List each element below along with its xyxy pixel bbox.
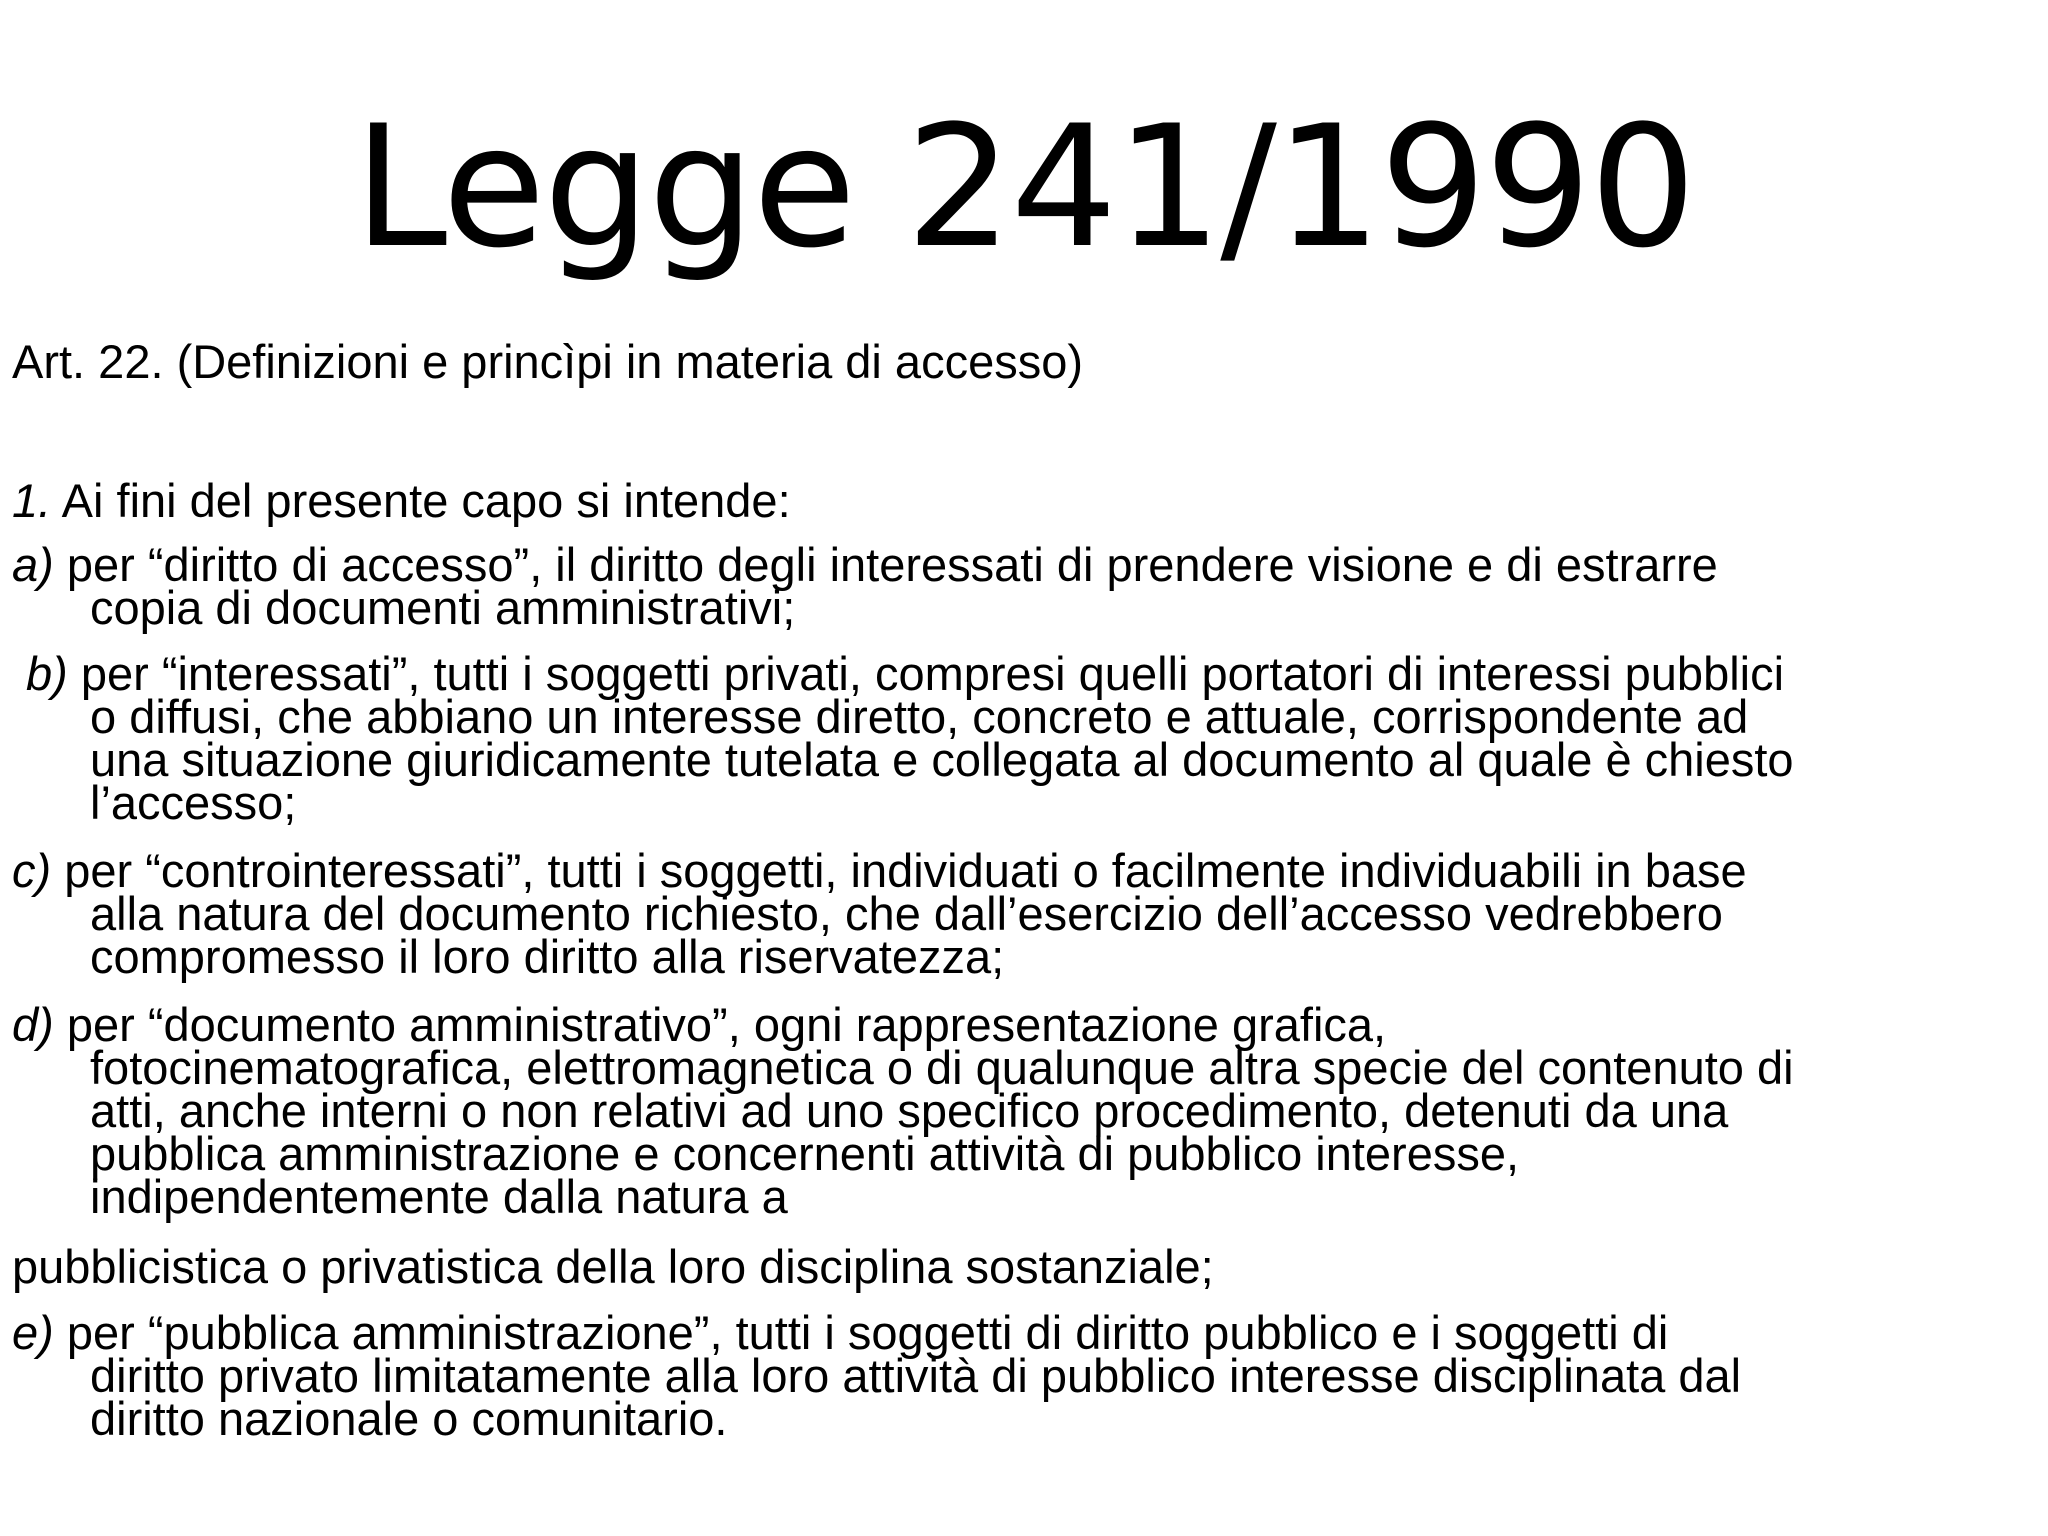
intro-text: Ai fini del presente capo si intende: bbox=[51, 474, 791, 527]
item-d-first-line bbox=[12, 998, 1794, 1051]
item-b-line-3: una situazione giuridicamente tutelata e collegata al documento al quale è chiesto bbox=[90, 733, 1794, 786]
item-c-line-2: alla natura del documento richiesto, che dall’esercizio dell’accesso vedrebbero bbox=[90, 887, 1723, 940]
item-d-line-2: fotocinematografica, elettromagnetica o di qualunque altra specie del contenuto di bbox=[90, 1041, 1794, 1094]
item-d-line-1: per “documento amministrativo”, ogni rappresentazione grafica, bbox=[53, 998, 1387, 1051]
slide-title: Legge 241/1990 bbox=[353, 89, 1695, 285]
item-c-line-1: per “controinteressati”, tutti i soggetti, individuati o facilmente individuabili in base bbox=[51, 844, 1747, 897]
item-b-first-line bbox=[26, 647, 1794, 700]
item-d-continuation: pubblicistica o privatistica della loro disciplina sostanziale; bbox=[12, 1240, 1214, 1293]
article-heading: Art. 22. (Definizioni e princìpi in materia di accesso) bbox=[12, 335, 1083, 388]
definition-item-e bbox=[12, 1306, 1742, 1445]
definition-item-c bbox=[12, 844, 1747, 983]
item-b-line-2: o diffusi, che abbiano un interesse diretto, concreto e attuale, corrispondente ad bbox=[90, 690, 1749, 743]
item-a-line-1: per “diritto di accesso”, il diritto degli interessati di prendere visione e di estrarre bbox=[53, 538, 1718, 591]
item-e-line-2: diritto privato limitatamente alla loro attività di pubblico interesse disciplinata dal bbox=[90, 1349, 1742, 1402]
item-b-line-1: per “interessati”, tutti i soggetti privati, compresi quelli portatori di interessi pubblici bbox=[67, 647, 1785, 700]
item-e-line-3: diritto nazionale o comunitario. bbox=[90, 1392, 728, 1445]
intro-number: 1. bbox=[12, 474, 52, 527]
item-d-line-4: pubblica amministrazione e concernenti attività di pubblico interesse, bbox=[90, 1127, 1520, 1180]
definition-item-d bbox=[12, 998, 1794, 1223]
item-d-label: d) bbox=[12, 998, 54, 1051]
item-d-line-5: indipendentemente dalla natura a bbox=[90, 1170, 788, 1223]
item-c-label: c) bbox=[12, 844, 52, 897]
item-a-line-2: copia di documenti amministrativi; bbox=[90, 581, 796, 634]
item-b-line-4: l’accesso; bbox=[90, 776, 297, 829]
intro-paragraph bbox=[12, 474, 791, 527]
item-b-label: b) bbox=[26, 647, 68, 700]
item-e-line-1: per “pubblica amministrazione”, tutti i soggetti di diritto pubblico e i soggetti di bbox=[53, 1306, 1669, 1359]
item-a-first-line bbox=[12, 538, 1718, 591]
item-c-line-3: compromesso il loro diritto alla riservatezza; bbox=[90, 930, 1005, 983]
item-d-line-3: atti, anche interni o non relativi ad uno specifico procedimento, detenuti da una bbox=[90, 1084, 1729, 1137]
definition-item-a bbox=[12, 538, 1718, 634]
definition-item-b bbox=[26, 647, 1794, 829]
item-c-first-line bbox=[12, 844, 1747, 897]
item-e-label: e) bbox=[12, 1306, 54, 1359]
item-a-label: a) bbox=[12, 538, 54, 591]
item-e-first-line bbox=[12, 1306, 1741, 1359]
